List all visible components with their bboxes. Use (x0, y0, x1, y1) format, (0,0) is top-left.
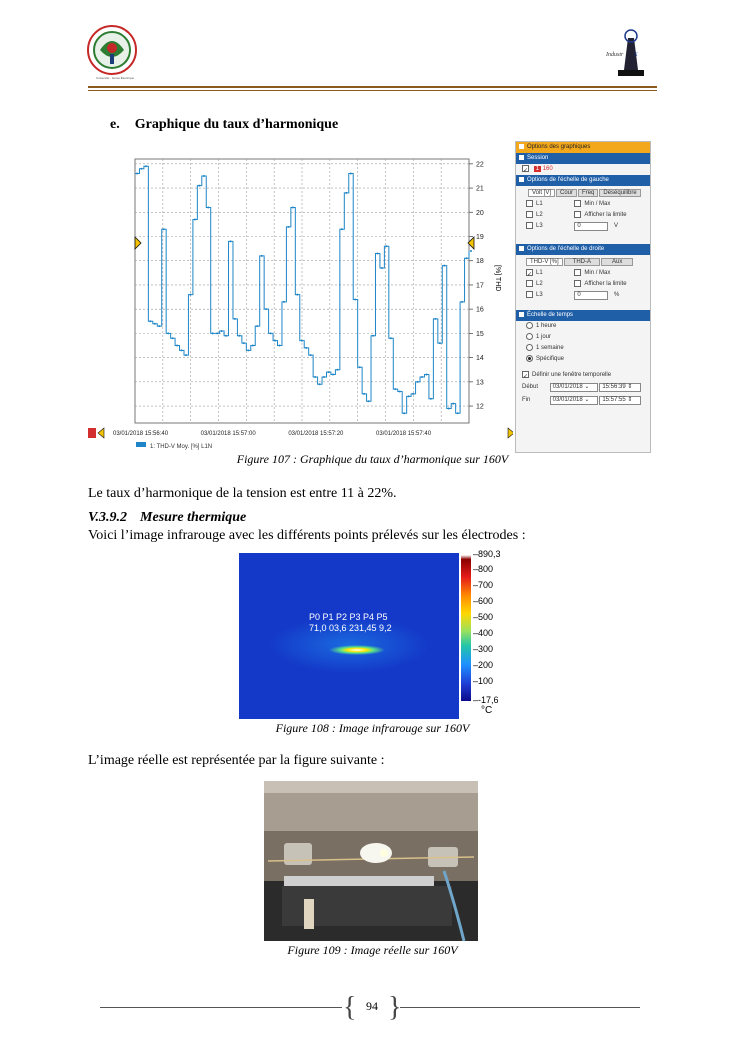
thermal-image (239, 553, 459, 719)
tab-aux[interactable]: Aux (601, 258, 633, 266)
left-l3-row[interactable] (516, 221, 650, 232)
y-tick-label: 21 (476, 185, 484, 193)
colorbar-tick-label: –300 (473, 643, 494, 654)
thd-data-point (381, 267, 383, 269)
right-minmax-label: Min / Max (584, 270, 611, 276)
thd-data-point (359, 366, 361, 368)
figure-109-caption: Figure 109 : Image réelle sur 160V (287, 943, 458, 957)
colorbar-tick-label: –500 (473, 611, 494, 622)
thd-data-point (230, 240, 232, 242)
radio-hour-label: 1 heure (536, 323, 557, 329)
tab-volt[interactable]: Volt [V] (528, 189, 555, 197)
right-l2-row[interactable] (516, 279, 650, 290)
thd-data-point (194, 219, 196, 221)
thd-data-point (221, 330, 223, 332)
thd-data-point (470, 250, 472, 252)
thermal-unit: °C (481, 705, 493, 716)
thd-data-point (417, 381, 419, 383)
session-number-badge: 1 (535, 166, 540, 172)
thd-data-point (136, 173, 138, 175)
collapse-icon (519, 246, 524, 251)
right-l3-label: L3 (536, 292, 543, 298)
session-value: 160 (542, 166, 553, 172)
thd-data-point (443, 265, 445, 267)
end-row (516, 394, 650, 407)
right-scale-tabs (516, 255, 650, 268)
time-option-day[interactable] (516, 332, 650, 343)
colorbar-tick-label: –200 (473, 660, 494, 670)
thd-data-point (243, 342, 245, 344)
thd-data-point (189, 294, 191, 296)
thermal-colorbar (461, 555, 471, 701)
radio-day[interactable] (526, 333, 533, 340)
thd-data-point (394, 388, 396, 390)
section-marker: e. (110, 117, 120, 132)
thd-data-point (452, 403, 454, 405)
thd-data-point (376, 252, 378, 254)
chart-options-panel (515, 141, 651, 453)
footer-rule-left (100, 1007, 342, 1008)
thd-data-point (234, 318, 236, 320)
thd-data-point (399, 391, 401, 393)
thd-data-point (256, 325, 258, 327)
x-tick-label: 03/01/2018 15:57:40 (376, 431, 432, 437)
thd-data-point (385, 245, 387, 247)
collapse-icon (519, 155, 524, 160)
collapse-icon (519, 312, 524, 317)
thd-data-point (154, 323, 156, 325)
right-l2-label: L2 (536, 281, 543, 287)
figure-108-caption: Figure 108 : Image infrarouge sur 160V (275, 721, 470, 735)
left-l2-label: L2 (536, 212, 543, 218)
right-l1-checkbox[interactable]: ✓ (526, 269, 533, 276)
colorbar-tick-label: –700 (473, 579, 494, 590)
page-number: 94 (366, 999, 378, 1013)
right-minmax-checkbox[interactable] (574, 269, 581, 276)
tab-desequilibre[interactable]: Déséquilibre (599, 189, 640, 197)
thd-data-point (314, 376, 316, 378)
footer-left-brace: { (343, 992, 357, 1023)
x-tick-label: 03/01/2018 15:57:20 (288, 431, 344, 437)
subsection-number: V.3.9.2 (88, 510, 128, 525)
end-time-field[interactable]: 15:57:55 ⇕ (599, 396, 641, 405)
header-rule-thin (88, 90, 657, 91)
time-option-week[interactable] (516, 343, 650, 354)
right-limit-checkbox[interactable] (574, 280, 581, 287)
thd-data-point (172, 337, 174, 339)
real-photo (264, 781, 478, 941)
right-l2-checkbox[interactable] (526, 280, 533, 287)
y-tick-label: 18 (476, 258, 484, 266)
svg-text:X: X (634, 52, 638, 58)
left-l1-checkbox[interactable] (526, 200, 533, 207)
header-rule (88, 86, 657, 88)
thd-data-point (305, 347, 307, 349)
right-limit-input[interactable]: 0 (574, 291, 608, 300)
paragraph-thd-range: Le taux d’harmonique de la tension est entre 11 à 22%. (88, 486, 397, 501)
bottom-left-arrow-icon[interactable] (98, 428, 104, 438)
thd-data-point (265, 308, 267, 310)
svg-text:Industr: Industr (606, 52, 624, 58)
right-l1-row[interactable] (516, 268, 650, 279)
thd-data-point (287, 226, 289, 228)
time-option-specific[interactable] (516, 354, 650, 365)
y-tick-label: 16 (476, 306, 484, 314)
define-window-label: Définir une fenêtre temporelle (532, 372, 612, 378)
thd-data-point (185, 354, 187, 356)
left-l1-row[interactable] (516, 199, 650, 210)
session-header[interactable]: Session (516, 153, 650, 164)
thd-data-point (145, 165, 147, 167)
thd-data-point (176, 344, 178, 346)
x-tick-label: 03/01/2018 15:57:00 (200, 431, 256, 437)
left-l3-checkbox[interactable] (526, 222, 533, 229)
right-unit: % (614, 292, 620, 298)
time-scale-header[interactable]: Échelle de temps (516, 310, 650, 321)
section-title: Graphique du taux d’harmonique (134, 117, 339, 132)
right-limit-label: Afficher la limite (584, 281, 627, 287)
start-time-field[interactable]: 15:56:39 ⇕ (599, 383, 641, 392)
colorbar-tick-label: –100 (473, 676, 494, 687)
footer-right-brace: } (388, 992, 402, 1023)
thd-data-point (261, 255, 263, 257)
left-l2-checkbox[interactable] (526, 211, 533, 218)
time-option-hour[interactable] (516, 321, 650, 332)
thd-data-point (163, 228, 165, 230)
section-heading (110, 117, 338, 133)
left-l2-row[interactable] (516, 210, 650, 221)
thd-data-point (457, 412, 459, 414)
thermal-colorbar-panel (459, 549, 514, 719)
thd-data-point (158, 325, 160, 327)
collapse-icon (519, 144, 524, 149)
thd-data-point (354, 298, 356, 300)
thd-data-point (336, 369, 338, 371)
header-left-logo (80, 24, 144, 80)
thd-data-point (327, 371, 329, 373)
left-l1-label: L1 (536, 201, 543, 207)
thd-data-point (292, 206, 294, 208)
radio-week-label: 1 semaine (536, 345, 564, 351)
y-tick-label: 19 (476, 234, 484, 242)
y-axis-label: [%] THD (494, 265, 501, 292)
radio-hour[interactable] (526, 322, 533, 329)
thd-data-point (203, 175, 205, 177)
thd-data-point (430, 398, 432, 400)
legend-swatch (136, 442, 146, 447)
paragraph-real-image-intro: L’image réelle est représentée par la figure suivante : (88, 753, 385, 768)
define-window-row[interactable] (516, 370, 650, 381)
thd-data-point (198, 185, 200, 187)
tab-cour[interactable]: Cour (556, 189, 577, 197)
left-limit-label: Afficher la limite (584, 212, 627, 218)
header-left-logo-caption: Université · Génie Électrique (95, 76, 135, 80)
thd-data-point (345, 192, 347, 194)
thd-data-point (425, 374, 427, 376)
figure-107-caption: Figure 107 : Graphique du taux d’harmonique sur 160V (236, 452, 509, 466)
y-tick-label: 15 (476, 330, 484, 338)
left-limit-input[interactable]: 0 (574, 222, 608, 231)
thd-data-point (461, 301, 463, 303)
thd-data-point (301, 340, 303, 342)
thd-data-point (149, 320, 151, 322)
thd-data-point (140, 168, 142, 170)
thd-data-point (466, 257, 468, 259)
thd-data-point (247, 349, 249, 351)
real-photo-art (264, 781, 478, 941)
thd-data-point (216, 332, 218, 334)
paragraph-infrared-intro: Voici l’image infrarouge avec les différents points prélevés sur les électrodes : (88, 528, 526, 543)
colorbar-tick-label: –800 (473, 563, 494, 574)
radio-day-label: 1 jour (536, 334, 552, 340)
colorbar-tick-label: –600 (473, 595, 494, 606)
thd-data-point (207, 206, 209, 208)
thd-data-point (212, 332, 214, 334)
thermal-points-label: P0 P1 P2 P3 P4 P5 (309, 612, 388, 622)
thd-data-point (323, 376, 325, 378)
thd-data-point (319, 383, 321, 385)
right-l3-row[interactable] (516, 290, 650, 301)
radio-specific[interactable] (526, 355, 533, 362)
start-label: Début (522, 384, 539, 390)
harmonic-chart (88, 153, 513, 453)
left-minmax-checkbox[interactable] (574, 200, 581, 207)
left-minmax-label: Min / Max (584, 201, 611, 207)
subsection-heading (88, 510, 246, 526)
thd-data-point (421, 376, 423, 378)
thd-data-point (363, 393, 365, 395)
thd-data-point (283, 301, 285, 303)
session-row[interactable] (516, 164, 650, 175)
thd-data-point (238, 335, 240, 337)
header-right-logo (604, 26, 654, 80)
tab-thd-a[interactable]: THD-A (564, 258, 600, 266)
thd-data-point (274, 340, 276, 342)
left-limit-checkbox[interactable] (574, 211, 581, 218)
thd-data-point (252, 344, 254, 346)
bottom-left-red-marker[interactable] (88, 428, 96, 438)
right-l1-label: L1 (536, 270, 543, 276)
y-tick-label: 12 (476, 403, 484, 411)
thd-data-point (279, 344, 281, 346)
left-unit: V (614, 223, 619, 229)
x-tick-label: 03/01/2018 15:56:40 (113, 431, 169, 437)
legend-label: 1: THD-V Moy. [%] L1N (150, 444, 213, 450)
left-scale-tabs (516, 186, 650, 199)
thd-data-point (403, 412, 405, 414)
end-date-field[interactable]: 03/01/2018 ⌄ (550, 396, 598, 405)
define-window-checkbox[interactable]: ✓ (522, 371, 529, 378)
thd-data-point (225, 335, 227, 337)
y-tick-label: 13 (476, 379, 484, 387)
tab-thd-v[interactable]: THD-V [%] (526, 258, 563, 266)
start-row (516, 381, 650, 394)
colorbar-tick-label: –890,3 (473, 549, 501, 559)
radio-week[interactable] (526, 344, 533, 351)
thermal-values-label: 71,0 03,6 231,45 9,2 (309, 623, 392, 633)
footer-rule-right (400, 1007, 640, 1008)
thd-data-point (350, 173, 352, 175)
thd-data-point (332, 374, 334, 376)
thd-data-point (390, 337, 392, 339)
right-l3-checkbox[interactable] (526, 291, 533, 298)
thd-data-point (412, 393, 414, 395)
start-date-field[interactable]: 03/01/2018 ⌄ (550, 383, 598, 392)
y-tick-label: 17 (476, 282, 484, 290)
y-tick-label: 20 (476, 209, 484, 217)
thd-data-point (270, 332, 272, 334)
colorbar-tick-label: –-17,6 (473, 695, 499, 705)
radio-specific-label: Spécifique (536, 356, 565, 362)
tab-freq[interactable]: Freq (578, 189, 598, 197)
end-label: Fin (522, 397, 531, 403)
colorbar-tick-label: –400 (473, 627, 494, 638)
y-tick-label: 14 (476, 355, 484, 363)
thd-data-point (372, 335, 374, 337)
graph-options-header[interactable]: Options des graphiques (516, 142, 650, 153)
thd-data-point (434, 318, 436, 320)
chart-svg (88, 153, 513, 453)
subsection-title: Mesure thermique (140, 510, 247, 525)
thd-data-point (368, 400, 370, 402)
left-l3-label: L3 (536, 223, 543, 229)
thd-data-point (341, 228, 343, 230)
collapse-icon (519, 177, 524, 182)
thd-data-point (448, 407, 450, 409)
right-scale-header[interactable]: Options de l'échelle de droite (516, 244, 650, 255)
y-tick-label: 22 (476, 161, 484, 169)
thd-data-point (296, 294, 298, 296)
thd-data-point (439, 342, 441, 344)
thd-data-point (167, 332, 169, 334)
thd-data-point (408, 395, 410, 397)
left-scale-header[interactable]: Options de l'échelle de gauche (516, 175, 650, 186)
session-checkbox[interactable]: ✓ (522, 165, 529, 172)
thd-data-point (181, 349, 183, 351)
thd-data-point (310, 354, 312, 356)
bottom-right-arrow-icon[interactable] (508, 428, 513, 438)
